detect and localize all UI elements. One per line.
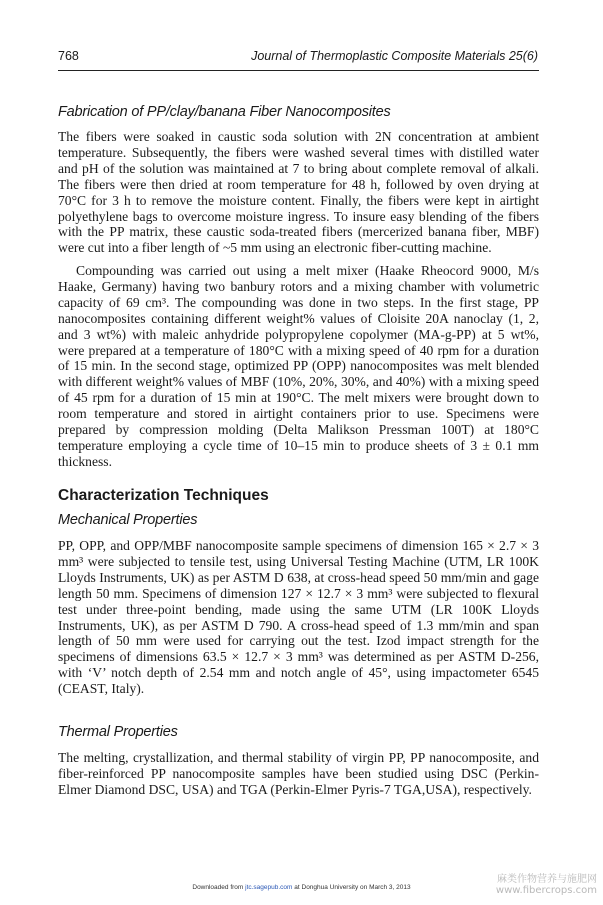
watermark-line-1: 麻类作物营养与施肥网: [497, 874, 597, 885]
watermark-line-2: www.fibercrops.com: [495, 885, 597, 896]
heading-thermal: Thermal Properties: [58, 724, 178, 740]
heading-mechanical: Mechanical Properties: [58, 512, 198, 528]
heading-characterization: Characterization Techniques: [58, 487, 269, 504]
footer-link[interactable]: jtc.sagepub.com: [245, 884, 293, 891]
paragraph-fabrication-1: The fibers were soaked in caustic soda solution with 2N concentration at ambient temperature. Subsequently, the fibers were washed several times with distilled water and pH of the solution was maintained at 7 to bring about complete removal of alkali. The fibers were then dried at room temperature for 48 h, followed by oven drying at 70°C for 3 h to remove the moisture content. Finally, the fibers were kept in airtight polyethylene bags to overcome moisture ingress. To insure easy blending of the fibers with the PP matrix, these caustic soda-treated fibers (mercerized banana fiber, MBF) were cut into a fiber length of ~5 mm using an electronic fiber-cutting machine.: [58, 129, 539, 256]
watermark: [496, 874, 597, 896]
running-header: [58, 47, 538, 67]
heading-fabrication: Fabrication of PP/clay/banana Fiber Nanocomposites: [58, 104, 391, 120]
paragraph-fabrication-2: Compounding was carried out using a melt mixer (Haake Rheocord 9000, M/s Haake, Germany) having two banbury rotors and a mixing chamber with volumetric capacity of 69 cm³. The compounding was done in two steps. In the first stage, PP nanocomposites containing different weight% values of Cloisite 20A nanoclay (1, 2, and 3 wt%) with maleic anhydride polypropylene copolymer (MA-g-PP) at 5 wt%, were prepared at a temperature of 180°C with a mixing speed of 40 rpm for a duration of 15 min. In the second stage, optimized PP (OPP) nanocomposites was melt blended with different weight% values of MBF (10%, 20%, 30%, and 40%) with a mixing speed of 45 rpm for a duration of 15 min at 190°C. The melt mixers were brought down to room temperature and stored in airtight containers prior to use. Specimens were prepared by compression molding (Delta Malikson Pressman 100T) at 180°C temperature employing a cycle time of 10–15 min to produce sheets of 3 ± 0.1 mm thickness.: [58, 263, 539, 469]
footer-suffix: at Donghua University on March 3, 2013: [292, 884, 411, 891]
page-number: 768: [58, 49, 79, 63]
footer-prefix: Downloaded from: [192, 884, 246, 891]
paragraph-mechanical: PP, OPP, and OPP/MBF nanocomposite sample specimens of dimension 165 × 2.7 × 3 mm³ were subjected to tensile test, using Universal Testing Machine (UTM, LR 100K Lloyds Instruments, UK) as per ASTM D 638, at cross-head speed 50 mm/min and gage length 50 mm. Specimens of dimension 127 × 12.7 × 3 mm³ were subjected to flexural test under three-point bending, made using the same UTM (LR 100K Lloyds Instruments, UK), as per ASTM D 790. A cross-head speed of 1.3 mm/min and span length of 50 mm were used for carrying out the test. Izod impact strength for the specimens of dimensions 63.5 × 12.7 × 3 mm³ was determined as per ASTM D-256, with ‘V’ notch depth of 2.54 mm and notch angle of 45°, using impactometer 6545 (CEAST, Italy).: [58, 538, 539, 697]
paragraph-thermal: The melting, crystallization, and thermal stability of virgin PP, PP nanocomposite, and fiber-reinforced PP nanocomposite samples have been studied using DSC (Perkin-Elmer Diamond DSC, USA) and TGA (Perkin-Elmer Pyris-7 TGA,USA), respectively.: [58, 750, 539, 797]
journal-title: Journal of Thermoplastic Composite Materials 25(6): [251, 49, 538, 63]
header-rule: [58, 70, 539, 71]
